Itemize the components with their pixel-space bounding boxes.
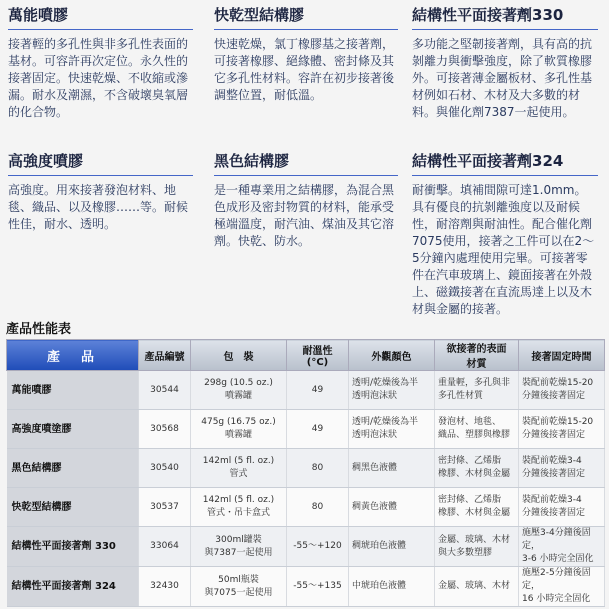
title-rule [8, 175, 193, 176]
column-header: 接著固定時間 [519, 340, 605, 371]
table-cell: 金屬、玻璃、木材 與大多數塑膠 [435, 527, 519, 567]
table-row [7, 449, 605, 488]
product-table [6, 339, 605, 607]
table-cell: 33064 [139, 527, 191, 567]
title-rule [214, 29, 398, 30]
section-title: 快乾型結構膠 [214, 6, 305, 24]
table-cell: 80 [287, 449, 349, 488]
section-spray-adhesive [8, 6, 193, 121]
section-title: 高強度噴膠 [8, 152, 84, 170]
section-body: 是一種專業用之結構膠，為混合黑色成形及密封物質的材料，能承受極端溫度，耐汽油、煤油及其它溶劑。快乾、防水。 [214, 183, 395, 248]
table-cell: 49 [287, 410, 349, 449]
table-cell: 裝配前乾燥15-20 分鐘後接著固定 [519, 371, 605, 410]
section-quick-dry [214, 6, 398, 104]
table-cell: -55～+135 [287, 567, 349, 607]
table-row [7, 371, 605, 410]
table-cell: 142ml (5 fl. oz.) 管式 [191, 449, 287, 488]
table-cell: 稠黃色液體 [349, 488, 435, 527]
section-body: 接著輕的多孔性與非多孔性表面的基材。可容許再次定位。永久性的接著固定。快速乾燥、不收縮或滲漏。耐水及潮濕，不含破壞臭氧層的化合物。 [8, 37, 189, 119]
product-name-cell: 結構性平面接著劑 330 [7, 527, 139, 567]
product-name-cell: 萬能噴膠 [7, 371, 139, 410]
table-cell: 300ml罐裝 與7387一起使用 [191, 527, 287, 567]
product-name-cell: 結構性平面接著劑 324 [7, 567, 139, 607]
column-header: 包 裝 [191, 340, 287, 371]
column-header: 耐溫性 (°C) [287, 340, 349, 371]
table-cell: 稠琥珀色液體 [349, 527, 435, 567]
section-body: 耐衝擊。填補間隙可達1.0mm。具有優良的抗剝離強度以及耐候性，耐溶劑與耐油性。配合催化劑7075使用，接著之工件可以在2～5分鐘內處理使用完畢。可接著零件在汽車玻璃上、鏡面接著在外殼上、磁鐵接著在直流馬達上以及木材與金屬的接著。 [412, 183, 595, 316]
section-high-strength [8, 152, 193, 233]
table-cell: 49 [287, 371, 349, 410]
section-title: 結構性平面接著劑330 [412, 6, 564, 24]
section-body: 多功能之堅韌接著劑，具有高的抗剝離力與衝擊強度，除了軟質橡膠外。可接著薄金屬板材、多孔性基材例如石材、木材及大多數的材料。與催化劑7387一起使用。 [412, 37, 593, 119]
table-cell: 裝配前乾燥15-20 分鐘後接著固定 [519, 410, 605, 449]
table-cell: 施壓2-5分鐘後固定， 16 小時完全固化 [519, 567, 605, 607]
table-cell: 稠黑色液體 [349, 449, 435, 488]
column-header: 產品編號 [139, 340, 191, 371]
table-row [7, 567, 605, 607]
table-cell: 密封條、乙烯脂 橡膠、木材與金屬 [435, 449, 519, 488]
column-header: 欲接著的表面 材質 [435, 340, 519, 371]
table-cell: 142ml (5 fl. oz.) 管式・吊卡盒式 [191, 488, 287, 527]
table-row [7, 488, 605, 527]
table-cell: 50ml瓶裝 與7075一起使用 [191, 567, 287, 607]
table-header-row [7, 340, 605, 371]
product-name-cell: 高強度噴塗膠 [7, 410, 139, 449]
table-cell: 298g (10.5 oz.) 噴霧罐 [191, 371, 287, 410]
section-body: 快速乾燥，氯丁橡膠基之接著劑，可接著橡膠、絕緣體、密封條及其它多孔性材料。容許在初步接著後調整位置，耐低溫。 [214, 37, 395, 102]
table-cell: 裝配前乾燥3-4 分鐘後接著固定 [519, 449, 605, 488]
table-cell: 30544 [139, 371, 191, 410]
table-cell: -55～+120 [287, 527, 349, 567]
section-black [214, 152, 398, 250]
section-title: 萬能噴膠 [8, 6, 69, 24]
table-cell: 中琥珀色液體 [349, 567, 435, 607]
table-cell: 金屬、玻璃、木材 [435, 567, 519, 607]
table-cell: 發泡材、地毯、 織品、塑膠與橡膠 [435, 410, 519, 449]
product-name-cell: 快乾型結構膠 [7, 488, 139, 527]
table-cell: 30537 [139, 488, 191, 527]
table-row [7, 410, 605, 449]
table-cell: 透明/乾燥後為半 透明泡沫狀 [349, 410, 435, 449]
table-cell: 施壓3-4分鐘後固定， 3-6 小時完全固化 [519, 527, 605, 567]
title-rule [412, 175, 598, 176]
table-title: 產品性能表 [6, 322, 72, 337]
section-324 [412, 152, 598, 318]
title-rule [412, 29, 598, 30]
table-body [7, 371, 605, 607]
table-cell: 重量輕，多孔與非 多孔性材質 [435, 371, 519, 410]
table-cell: 密封條、乙烯脂 橡膠、木材與金屬 [435, 488, 519, 527]
table-cell: 30568 [139, 410, 191, 449]
section-title: 結構性平面接著劑324 [412, 152, 564, 170]
table-cell: 32430 [139, 567, 191, 607]
column-header: 產 品 [7, 340, 139, 371]
title-rule [8, 29, 193, 30]
title-rule [214, 175, 398, 176]
section-body: 高強度。用來接著發泡材料、地毯、織品、以及橡膠……等。耐候性佳，耐水、透明。 [8, 183, 189, 231]
table-cell: 475g (16.75 oz.) 噴霧罐 [191, 410, 287, 449]
table-cell: 80 [287, 488, 349, 527]
column-header: 外觀顏色 [349, 340, 435, 371]
section-title: 黑色結構膠 [214, 152, 290, 170]
table-row [7, 527, 605, 567]
table-cell: 裝配前乾燥3-4 分鐘後接著固定 [519, 488, 605, 527]
table-cell: 30540 [139, 449, 191, 488]
table-cell: 透明/乾燥後為半 透明泡沫狀 [349, 371, 435, 410]
section-330 [412, 6, 598, 121]
product-name-cell: 黑色結構膠 [7, 449, 139, 488]
